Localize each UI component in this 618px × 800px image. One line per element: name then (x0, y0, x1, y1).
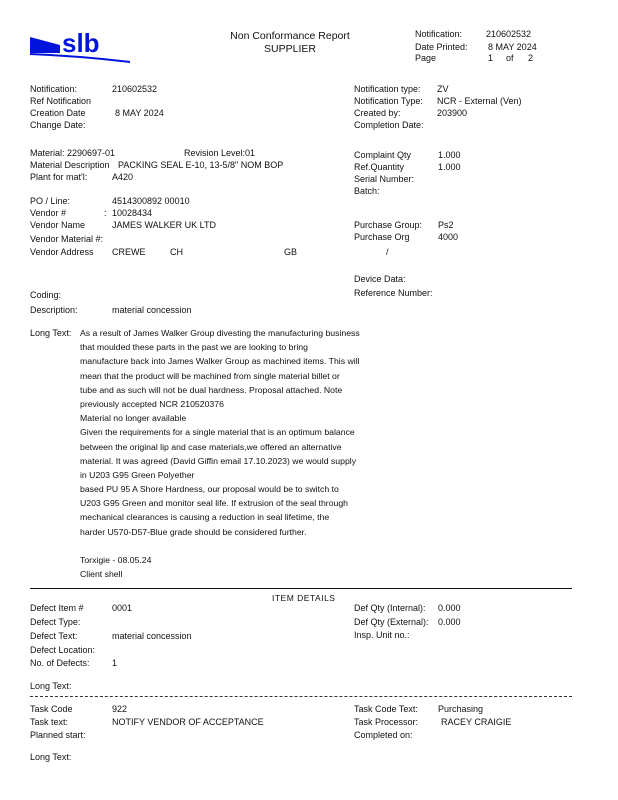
report-title-line1: Non Conformance Report (230, 30, 350, 42)
field-value: ZV (437, 84, 449, 94)
address-country: GB (284, 247, 298, 257)
field-value: A420 (112, 172, 134, 182)
field-label: Completed on: (354, 730, 413, 740)
field-ref-notification (30, 96, 91, 107)
field-notification (30, 84, 158, 95)
field-label: Plant for mat'l: (30, 172, 88, 182)
field-label: Completion Date: (354, 120, 424, 130)
field-label: Ref Notification (30, 96, 92, 106)
field-label: Material Description (30, 160, 110, 170)
long-text-line: mean that the product will be machined from single material billet or (80, 370, 340, 381)
item-long-text-label-text: Long Text: (30, 681, 72, 691)
long-text-line: Client shell (80, 569, 123, 580)
field-label: Vendor Address (30, 247, 94, 257)
field-batch (354, 186, 380, 197)
long-text-line: harder U570-D57-Blue grade should be considered further. (80, 526, 307, 537)
field-label: Def Qty (Internal): (354, 603, 426, 613)
field-device-data (354, 274, 406, 285)
task-long-text-label (30, 752, 71, 763)
long-text-line: between the original lip and case materials,we offered an alternative (80, 441, 342, 452)
field-def-qty-external (354, 617, 461, 628)
field-label: Notification Type: (354, 96, 423, 106)
long-text-label (30, 326, 71, 340)
long-text-line: based PU 95 A Shore Hardness, our proposal would be to switch to (80, 484, 339, 495)
field-value: 4514300892 00010 (112, 196, 190, 206)
field-completion-date (354, 120, 424, 131)
field-vendor-material (30, 234, 103, 245)
field-label: Description: (30, 305, 78, 315)
field-label: Task Processor: (354, 717, 419, 727)
field-plant (30, 172, 134, 183)
address-city: CREWE (112, 247, 146, 257)
field-material (30, 148, 115, 159)
header-date-printed (415, 42, 537, 53)
field-task-text (30, 717, 264, 728)
field-label: Reference Number: (354, 288, 433, 298)
field-complaint-qty (354, 150, 461, 161)
long-text-line: Material no longer available (80, 413, 187, 424)
field-po-line (30, 196, 190, 207)
header-date-printed-label: Date Printed: (415, 42, 468, 52)
field-label: Notification: (30, 84, 78, 94)
field-revision-level (184, 148, 255, 159)
field-label: Purchase Group: (354, 220, 423, 230)
header-page-current: 1 (488, 53, 494, 63)
field-label: Notification type: (354, 84, 421, 94)
field-separator: : (104, 208, 107, 218)
address-slash: / (386, 247, 389, 257)
field-label: Batch: (354, 186, 380, 196)
field-value: 1.000 (438, 150, 461, 160)
field-label: Created by: (354, 108, 401, 118)
header-page-label: Page (415, 53, 437, 63)
field-coding (30, 290, 61, 301)
field-value: RACEY CRAIGIE (441, 717, 512, 727)
section-divider (30, 588, 572, 589)
long-text-line: previously accepted NCR 210520376 (80, 398, 224, 409)
field-value: 210602532 (112, 84, 158, 94)
long-text-body (80, 326, 400, 581)
long-text-line: material. It was agreed (David Giffin email 17.10.2023) we would supply (80, 455, 357, 466)
field-task-processor (354, 717, 512, 728)
field-no-of-defects (30, 658, 118, 669)
field-label: Vendor Material #: (30, 234, 104, 244)
long-text-line: Given the requirements for a single material that is an optimum balance (80, 427, 355, 438)
field-label: Def Qty (External): (354, 617, 429, 627)
material-label: Material: 2290697-01 (30, 148, 116, 158)
long-text-line (80, 539, 400, 553)
field-value: material concession (112, 631, 192, 641)
field-planned-start (30, 730, 86, 741)
field-label: Purchase Org (354, 232, 410, 242)
long-text-line: manufacture back into James Walker Group as machined items. This will (80, 356, 360, 367)
field-def-qty-internal (354, 603, 461, 614)
field-label: PO / Line: (30, 196, 71, 206)
header-notification (415, 29, 532, 40)
task-long-text-label-text: Long Text: (30, 752, 72, 762)
field-value: 0001 (112, 603, 133, 613)
field-value: NOTIFY VENDOR OF ACCEPTANCE (112, 717, 264, 727)
field-label: Defect Text: (30, 631, 78, 641)
field-defect-location (30, 645, 95, 656)
field-label: Vendor Name (30, 220, 86, 230)
report-title (210, 30, 370, 56)
field-label: Planned start: (30, 730, 86, 740)
field-value: 8 MAY 2024 (115, 108, 164, 118)
long-text-line: U203 G95 Green and monitor seal life. If extrusion of the seal through (80, 498, 349, 509)
field-value: 1 (112, 658, 118, 668)
field-coding-description (30, 305, 192, 316)
field-value: JAMES WALKER UK LTD (112, 220, 217, 230)
field-purchase-org (354, 232, 459, 243)
field-label: Task text: (30, 717, 69, 727)
field-purchase-group (354, 220, 454, 231)
field-defect-type (30, 617, 80, 628)
long-text-line: Torxigie - 08.05.24 (80, 555, 152, 565)
field-value: 203900 (437, 108, 468, 118)
field-creation-date (30, 108, 164, 119)
field-value: Ps2 (438, 220, 454, 230)
field-notification-type (354, 96, 522, 107)
field-material-description (30, 160, 284, 171)
field-value: material concession (112, 305, 192, 315)
field-serial-number (354, 174, 414, 185)
slb-logo (30, 29, 130, 63)
field-vendor-number (30, 208, 153, 219)
field-label: Ref.Quantity (354, 162, 405, 172)
field-value: NCR - External (Ven) (437, 96, 522, 106)
long-text-line: tube and as such will not be dual hardness. Proposal attached. Note (80, 384, 343, 395)
field-vendor-name (30, 220, 217, 231)
field-label: Device Data: (354, 274, 406, 284)
field-vendor-address (30, 247, 389, 258)
field-value: 1.000 (438, 162, 461, 172)
item-details-title: ITEM DETAILS (272, 593, 336, 603)
field-label: Task Code (30, 704, 73, 714)
field-label: Insp. Unit no.: (354, 630, 410, 640)
logo-text: slb (62, 29, 100, 58)
header-date-printed-value: 8 MAY 2024 (488, 42, 537, 52)
field-task-code (30, 704, 128, 715)
slb-logo-icon (30, 29, 130, 63)
field-label: Vendor # (30, 208, 67, 218)
field-label: Defect Location: (30, 645, 96, 655)
field-label: Creation Date (30, 108, 86, 118)
long-text-line: As a result of James Walker Group divesting the manufacturing business (80, 328, 360, 338)
field-defect-text (30, 631, 192, 642)
header-notification-label: Notification: (415, 29, 463, 39)
field-task-code-text (354, 704, 484, 715)
revision-label: Revision Level:01 (184, 148, 256, 158)
field-label: Coding: (30, 290, 62, 300)
field-label: Change Date: (30, 120, 86, 130)
address-region: CH (170, 247, 183, 257)
field-value: 0.000 (438, 617, 461, 627)
field-label: Defect Type: (30, 617, 81, 627)
field-notification-type-code (354, 84, 449, 95)
field-value: PACKING SEAL E-10, 13-5/8" NOM BOP (118, 160, 284, 170)
report-title-line2: SUPPLIER (264, 43, 316, 55)
field-reference-number (354, 288, 433, 299)
field-value: 922 (112, 704, 128, 714)
field-change-date (30, 120, 86, 131)
field-ref-quantity (354, 162, 461, 173)
field-value: 0.000 (438, 603, 461, 613)
long-text-line: in U203 G95 Green Polyether (80, 469, 195, 480)
long-text-label-text: Long Text: (30, 328, 72, 338)
field-created-by (354, 108, 468, 119)
field-label: Task Code Text: (354, 704, 418, 714)
field-insp-unit (354, 630, 410, 641)
header-notification-value: 210602532 (486, 29, 532, 39)
field-completed-on (354, 730, 413, 741)
task-divider (30, 696, 572, 697)
field-label: No. of Defects: (30, 658, 90, 668)
header-page (415, 53, 534, 64)
long-text-line: mechanical clearances is causing a reduction in seal lifetime, the (80, 512, 330, 523)
field-value: 4000 (438, 232, 459, 242)
field-label: Serial Number: (354, 174, 415, 184)
header-page-of: of (506, 53, 514, 63)
field-value: Purchasing (438, 704, 484, 714)
long-text-line: that moulded these parts in the past we are looking to bring (80, 342, 308, 353)
field-label: Defect Item # (30, 603, 84, 613)
header-page-total: 2 (528, 53, 534, 63)
item-long-text-label (30, 681, 71, 692)
field-value: 10028434 (112, 208, 153, 218)
field-label: Complaint Qty (354, 150, 412, 160)
field-defect-item (30, 603, 133, 614)
